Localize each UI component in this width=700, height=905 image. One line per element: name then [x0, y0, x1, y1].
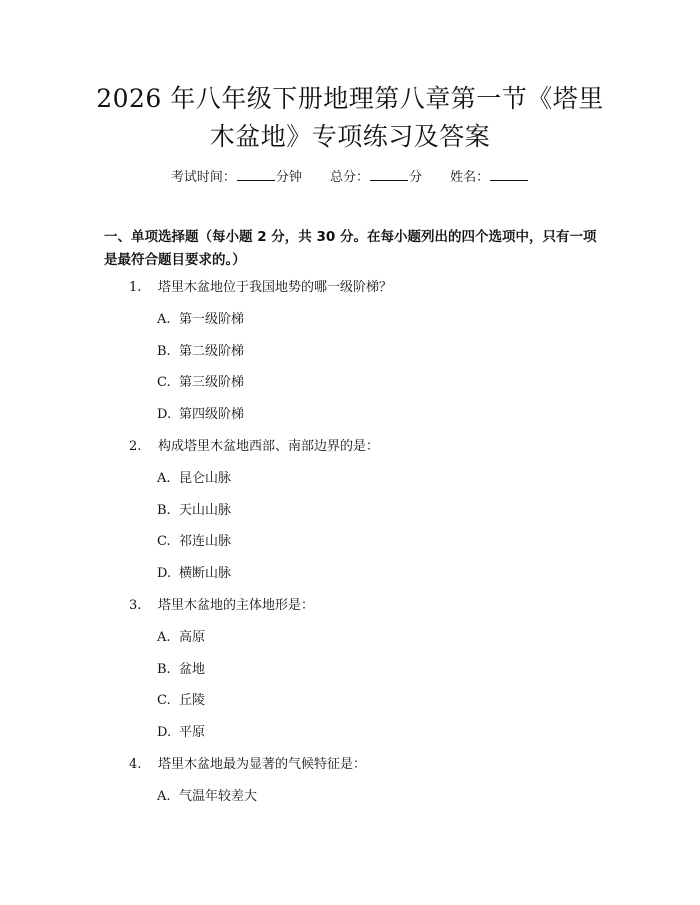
option-letter: D.	[157, 725, 172, 741]
option-2-a	[157, 469, 231, 489]
option-text: 平原	[179, 725, 206, 741]
document-title	[60, 80, 640, 156]
question-number: 4.	[129, 757, 142, 772]
option-text: 天山山脉	[179, 502, 232, 518]
option-letter: A.	[157, 470, 171, 486]
option-1-c	[157, 373, 244, 393]
question-3	[129, 596, 314, 616]
exam-time-blank	[237, 168, 275, 181]
question-number: 1.	[129, 280, 142, 295]
total-score-field	[330, 168, 422, 188]
question-2	[129, 437, 379, 457]
question-number: 3.	[129, 598, 142, 613]
option-letter: C.	[157, 375, 171, 391]
option-3-d	[157, 723, 205, 743]
name-label: 姓名：	[450, 170, 490, 185]
option-letter: A.	[157, 311, 171, 327]
total-score-label: 总分：	[329, 170, 369, 185]
option-text: 高原	[179, 629, 206, 645]
option-text: 第一级阶梯	[179, 311, 245, 327]
option-letter: B.	[157, 502, 171, 518]
exam-time-field	[171, 168, 302, 188]
option-text: 气温年较差大	[179, 788, 258, 804]
question-4	[129, 755, 366, 775]
exam-time-label: 考试时间：	[170, 170, 236, 185]
question-text: 塔里木盆地的主体地形是：	[158, 598, 315, 613]
option-1-b	[157, 342, 244, 362]
option-letter: C.	[157, 693, 171, 709]
total-score-unit: 分	[409, 170, 423, 185]
option-text: 第三级阶梯	[179, 375, 245, 391]
total-score-blank	[370, 168, 408, 181]
question-number: 2.	[129, 439, 142, 454]
question-text: 构成塔里木盆地西部、南部边界的是：	[158, 439, 380, 454]
option-text: 第四级阶梯	[179, 407, 245, 423]
option-letter: D.	[157, 566, 172, 582]
option-letter: B.	[157, 661, 171, 677]
option-text: 第二级阶梯	[179, 343, 245, 359]
title-line-1: 2026 年八年级下册地理第八章第一节《塔里	[96, 84, 604, 113]
option-3-b	[157, 660, 205, 680]
option-3-a	[157, 628, 205, 648]
option-3-c	[157, 691, 205, 711]
option-4-a	[157, 787, 257, 807]
exam-info	[0, 168, 700, 188]
name-blank	[490, 168, 528, 181]
option-letter: A.	[157, 788, 171, 804]
exam-time-unit: 分钟	[275, 170, 302, 185]
question-1	[129, 278, 392, 298]
question-text: 塔里木盆地位于我国地势的哪一级阶梯？	[158, 280, 393, 295]
option-letter: A.	[157, 629, 171, 645]
option-2-b	[157, 501, 231, 521]
option-letter: D.	[157, 407, 172, 423]
option-text: 盆地	[179, 661, 206, 677]
option-text: 昆仑山脉	[179, 470, 232, 486]
title-line-2: 木盆地》专项练习及答案	[209, 122, 491, 151]
option-1-a	[157, 310, 244, 330]
option-2-d	[157, 564, 231, 584]
option-text: 祁连山脉	[179, 534, 232, 550]
section-heading	[104, 226, 600, 272]
option-text: 横断山脉	[179, 566, 232, 582]
section-heading-line-1: 一、单项选择题（每小题 2 分，共 30 分。在每小题列出的四个选项中，只有一项	[104, 229, 597, 245]
option-2-c	[157, 532, 231, 552]
option-1-d	[157, 405, 244, 425]
name-field	[450, 168, 529, 188]
option-letter: B.	[157, 343, 171, 359]
section-heading-line-2: 是最符合题目要求的。）	[104, 252, 246, 268]
question-text: 塔里木盆地最为显著的气候特征是：	[158, 757, 367, 772]
option-letter: C.	[157, 534, 171, 550]
option-text: 丘陵	[179, 693, 206, 709]
